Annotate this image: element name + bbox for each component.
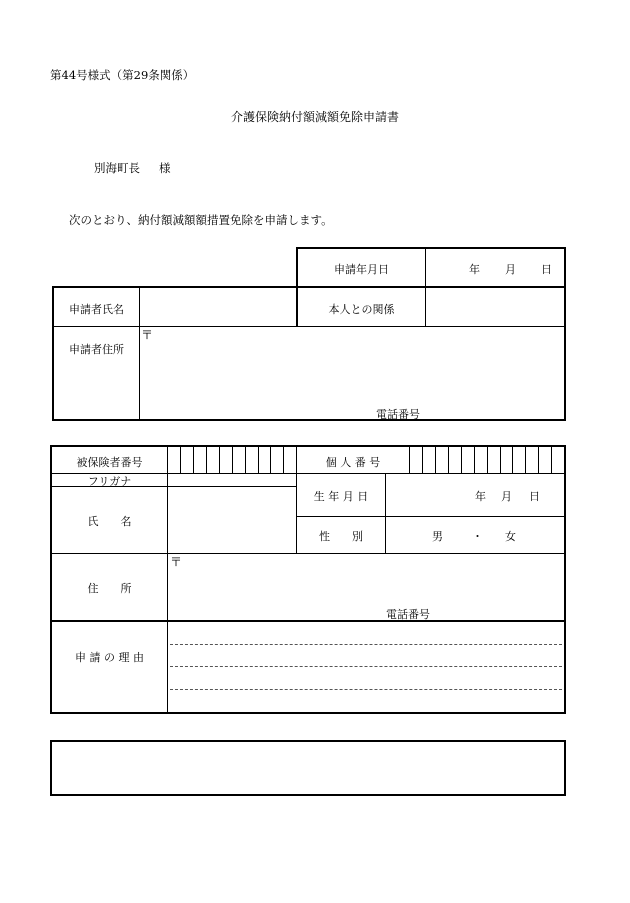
gender-male-option[interactable]: 男 (432, 530, 443, 543)
application-date-label: 申請年月日 (334, 263, 389, 276)
birthdate-label: 生 年 月 日 (313, 490, 369, 503)
form-id: 第44号様式（第29条関係） (50, 68, 195, 82)
remarks-box[interactable] (50, 740, 566, 796)
document-title: 介護保険納付額減額免除申請書 (230, 110, 399, 124)
applicant-address-field[interactable] (140, 327, 564, 419)
insured-address-field[interactable] (168, 554, 564, 620)
insured-address-label: 住 所 (87, 582, 132, 595)
insured-number-field[interactable] (168, 447, 296, 473)
gender-female-option[interactable]: 女 (505, 530, 516, 543)
addressee-honorific: 様 (159, 161, 171, 175)
insured-name-field[interactable] (168, 487, 296, 553)
application-month-unit: 月 (505, 263, 516, 276)
relation-label: 本人との関係 (328, 303, 395, 316)
birthdate-field[interactable] (386, 474, 564, 516)
application-date-field[interactable] (426, 249, 564, 286)
insured-number-label: 被保険者番号 (76, 456, 143, 469)
addressee-name: 別海町長 (94, 161, 140, 175)
reason-field[interactable] (168, 622, 564, 712)
insured-phone-label: 電話番号 (386, 608, 430, 621)
applicant-phone-label: 電話番号 (376, 408, 420, 421)
application-year-unit: 年 (469, 263, 480, 276)
intro-text: 次のとおり、納付額減額額措置免除を申請します。 (69, 213, 333, 227)
birth-year-unit: 年 (475, 490, 486, 503)
applicant-name-label: 申請者氏名 (69, 303, 124, 316)
insured-postal-mark: 〒 (170, 555, 183, 569)
birth-month-unit: 月 (501, 490, 512, 503)
relation-field[interactable] (426, 288, 564, 326)
gender-separator: ・ (472, 530, 483, 543)
reason-label: 申 請 の 理 由 (75, 651, 144, 664)
applicant-postal-mark: 〒 (141, 328, 154, 342)
personal-number-label: 個 人 番 号 (325, 456, 381, 469)
furigana-label: フリガナ (87, 475, 132, 488)
gender-label: 性 別 (319, 530, 363, 543)
birth-day-unit: 日 (529, 490, 540, 503)
applicant-address-label: 申請者住所 (69, 343, 124, 356)
furigana-field[interactable] (168, 474, 296, 486)
application-day-unit: 日 (541, 263, 552, 276)
insured-name-label: 氏 名 (87, 515, 132, 528)
applicant-name-field[interactable] (140, 288, 296, 326)
personal-number-field[interactable] (410, 447, 564, 473)
